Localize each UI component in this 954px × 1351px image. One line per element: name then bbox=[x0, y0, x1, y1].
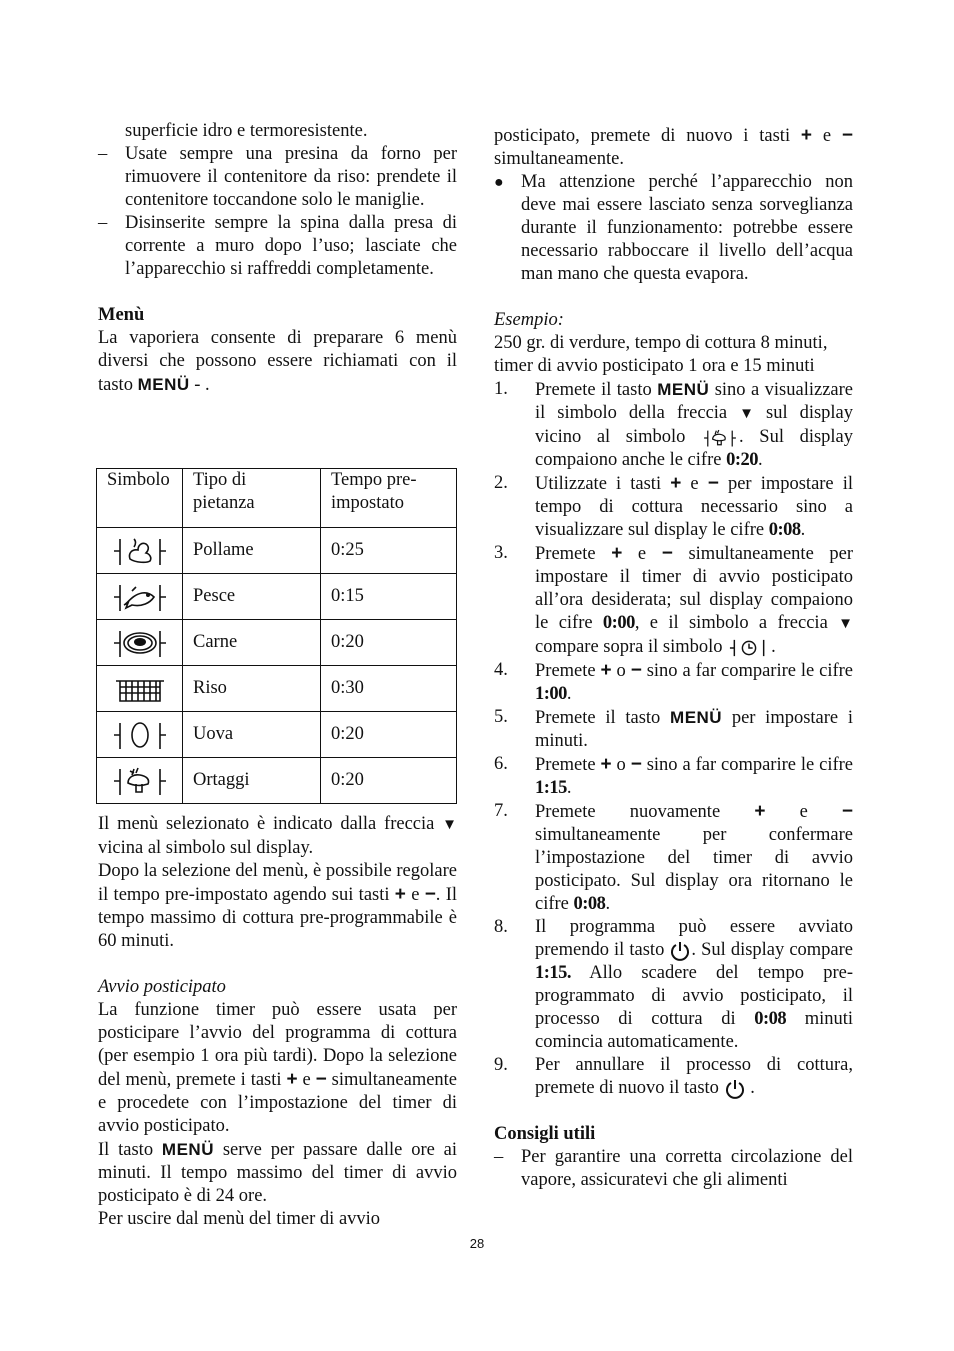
after-table-text bbox=[98, 813, 457, 860]
list-item-text: Usate sempre una presina da forno per rimuovere il contenitore da riso: prendete il contenitore toccandone solo le maniglie. bbox=[125, 144, 457, 210]
header-type: Tipo di pietanza bbox=[183, 469, 321, 528]
menu-key-label: MENÜ bbox=[657, 380, 710, 399]
table-cell-type: Uova bbox=[183, 712, 321, 758]
list-item bbox=[494, 171, 853, 286]
table-cell-type: Pollame bbox=[183, 528, 321, 574]
period: . bbox=[605, 894, 611, 914]
delay-text-3: Il tasto bbox=[98, 1140, 154, 1160]
step-text: per impostare il tempo di cottura necessario sino a visualizzare sul display le cifre bbox=[535, 474, 854, 540]
table-cell-type: Ortaggi bbox=[183, 758, 321, 804]
tips-heading: Consigli utili bbox=[494, 1124, 596, 1144]
arrow-down-icon: ▼ bbox=[838, 616, 853, 632]
conj: e bbox=[799, 802, 808, 822]
table-cell-time: 0:15 bbox=[321, 574, 457, 620]
table-row bbox=[97, 574, 457, 620]
plus-key-icon: + bbox=[600, 660, 612, 681]
right-column bbox=[494, 124, 853, 1192]
list-item-text: Disinserite sempre la spina dalla presa di corrente a muro dopo l’uso; lasciate che l’apparecchio si raffreddi completamente. bbox=[125, 213, 457, 279]
table-cell-time: 0:30 bbox=[321, 666, 457, 712]
step-text: , e il simbolo a freccia bbox=[634, 613, 828, 633]
table-cell-type: Carne bbox=[183, 620, 321, 666]
continued-line: superficie idro e termoresistente. bbox=[125, 121, 368, 141]
step-text: compare sopra il simbolo bbox=[535, 637, 723, 657]
step-text: Utilizzate i tasti bbox=[535, 474, 662, 494]
step-number: 8. bbox=[494, 917, 508, 937]
plus-key-icon: + bbox=[754, 801, 766, 822]
menu-intro bbox=[98, 327, 457, 397]
chicken-icon bbox=[97, 528, 183, 574]
display-digits: 0:00 bbox=[602, 613, 635, 633]
plus-key-icon: + bbox=[600, 754, 612, 775]
page-number: 28 bbox=[469, 1236, 485, 1251]
power-icon bbox=[724, 1078, 746, 1100]
left-column bbox=[98, 120, 457, 397]
list-item bbox=[98, 143, 457, 212]
step-item bbox=[494, 753, 853, 800]
delay-paragraph-1 bbox=[98, 999, 457, 1138]
table-header-row bbox=[97, 469, 457, 528]
period: . bbox=[566, 778, 572, 798]
step-text: Allo scadere del tempo pre-programmato di avvio posticipato, il processo di cottura di bbox=[535, 963, 853, 1029]
delay-timer-icon bbox=[727, 637, 771, 659]
table-cell-time: 0:25 bbox=[321, 528, 457, 574]
period: . bbox=[566, 684, 572, 704]
step-number: 7. bbox=[494, 801, 508, 821]
table-row bbox=[97, 666, 457, 712]
delay-text-4: serve per passare dalle ore ai minuti. Il tempo massimo del timer di avvio posticipato è di 24 ore. bbox=[98, 1140, 458, 1206]
minus-key-icon: − bbox=[707, 473, 719, 494]
conj: o bbox=[616, 661, 626, 681]
minus-key-icon: − bbox=[661, 543, 673, 564]
minus-key-icon: − bbox=[841, 801, 854, 822]
dash-marker: – bbox=[98, 144, 108, 164]
step-number: 9. bbox=[494, 1055, 508, 1075]
table-cell-type: Pesce bbox=[183, 574, 321, 620]
step-text: sino a far comparire le cifre bbox=[646, 661, 854, 681]
step-text: sino a far comparire le cifre bbox=[646, 755, 854, 775]
table-row bbox=[97, 712, 457, 758]
table-row bbox=[97, 620, 457, 666]
list-item-text: Per garantire una corretta circolazione del vapore, assicuratevi che gli alimenti bbox=[521, 1147, 853, 1190]
step-number: 3. bbox=[494, 543, 508, 563]
display-digits: 0:20 bbox=[726, 450, 758, 470]
arrow-down-icon: ▼ bbox=[442, 817, 457, 833]
step-text: Premete il tasto bbox=[535, 708, 661, 728]
menu-heading: Menù bbox=[98, 305, 145, 325]
table-cell-time: 0:20 bbox=[321, 758, 457, 804]
header-time: Tempo pre-impostato bbox=[321, 469, 457, 528]
display-digits: 1:15. bbox=[535, 963, 572, 983]
left-column-lower bbox=[98, 813, 457, 1231]
period: . bbox=[771, 637, 776, 657]
delay-heading: Avvio posticipato bbox=[98, 977, 226, 997]
minus-key-icon: − bbox=[630, 754, 642, 775]
conj: e bbox=[690, 474, 699, 494]
rice-basket-icon bbox=[97, 666, 183, 712]
display-digits: 0:08 bbox=[573, 894, 606, 914]
plus-key-icon: + bbox=[394, 884, 406, 905]
step-text: per impostare i minuti. bbox=[535, 708, 854, 751]
step-item bbox=[494, 800, 853, 916]
period: . bbox=[758, 450, 763, 470]
display-digits: 0:08 bbox=[754, 1009, 787, 1029]
step-item bbox=[494, 1054, 853, 1100]
vegetables-icon bbox=[701, 427, 739, 449]
after-table-text-2: vicina al simbolo sul display. bbox=[98, 838, 314, 858]
conj: e bbox=[411, 885, 420, 905]
delay-text-1: La funzione timer può essere usata per posticipare l’avvio del programma di cottura (per esempio 1 ora più tardi). Dopo la selezione del menù, premete i tasti bbox=[98, 1000, 457, 1090]
menu-intro-text: La vaporiera consente di preparare 6 menù diversi che possono essere richiamati con il tasto bbox=[98, 328, 457, 395]
adjust-text bbox=[98, 860, 457, 953]
adjust-text-1: Dopo la selezione del menù, è possibile regolare il tempo pre-impostato agendo sui tasti bbox=[98, 861, 457, 905]
step-item bbox=[494, 378, 853, 472]
conj: e bbox=[637, 544, 647, 564]
meat-icon bbox=[97, 620, 183, 666]
menu-key-label: MENÜ bbox=[137, 375, 190, 394]
conj: o bbox=[616, 755, 626, 775]
menu-key-label: MENÜ bbox=[670, 708, 723, 727]
step-text: Premete nuovamente bbox=[535, 802, 721, 822]
bullet-dot-icon: ● bbox=[494, 174, 504, 191]
table-cell-time: 0:20 bbox=[321, 712, 457, 758]
step-text: Premete bbox=[535, 661, 596, 681]
cont-text-end: simultaneamente. bbox=[494, 149, 624, 169]
example-heading: Esempio: bbox=[494, 310, 564, 330]
continued-paragraph bbox=[494, 124, 853, 171]
arrow-down-icon: ▼ bbox=[739, 406, 754, 422]
delay-paragraph-2 bbox=[98, 1138, 457, 1208]
minus-key-icon: − bbox=[841, 125, 854, 146]
cont-text: posticipato, premete di nuovo i tasti bbox=[494, 126, 791, 146]
adjust-text-2: Il tempo massimo di cottura pre-programmabile è 60 minuti. bbox=[98, 885, 458, 951]
period: . bbox=[435, 885, 441, 905]
period: . bbox=[800, 520, 806, 540]
step-text: Il programma può essere avviato premendo il tasto bbox=[535, 917, 853, 960]
power-icon bbox=[669, 940, 691, 962]
plus-key-icon: + bbox=[611, 543, 623, 564]
step-item bbox=[494, 916, 853, 1054]
period: . bbox=[750, 1078, 755, 1098]
plus-key-icon: + bbox=[286, 1069, 298, 1090]
list-item-text: Ma attenzione perché l’apparecchio non deve mai essere lasciato senza sorveglianza durante il funzionamento: potrebbe essere necessario rabboccare il livello dell’acqua man mano che questa evapora. bbox=[521, 172, 853, 284]
display-digits: 1:00 bbox=[535, 684, 567, 704]
step-text: Per annullare il processo di cottura, premete di nuovo il tasto bbox=[535, 1055, 853, 1098]
fish-icon bbox=[97, 574, 183, 620]
example-intro: 250 gr. di verdure, tempo di cottura 8 minuti, timer di avvio posticipato 1 ora e 15 minuti bbox=[494, 333, 828, 376]
table-row bbox=[97, 528, 457, 574]
display-digits: 0:08 bbox=[768, 520, 801, 540]
step-text: simultaneamente per confermare l’impostazione del timer di avvio posticipato. Sul display ora ritornano le cifre bbox=[535, 825, 853, 914]
step-number: 4. bbox=[494, 660, 508, 680]
table-cell-time: 0:20 bbox=[321, 620, 457, 666]
minus-key-icon: − bbox=[424, 884, 436, 905]
plus-key-icon: + bbox=[670, 473, 682, 494]
step-text: sul display vicino al simbolo bbox=[535, 403, 854, 447]
step-item bbox=[494, 472, 853, 542]
step-text: Premete bbox=[535, 755, 596, 775]
step-text: Premete il tasto bbox=[535, 380, 652, 400]
header-symbol: Simbolo bbox=[97, 469, 183, 528]
list-item bbox=[98, 212, 457, 281]
egg-icon bbox=[97, 712, 183, 758]
step-item bbox=[494, 659, 853, 706]
step-number: 2. bbox=[494, 473, 508, 493]
conj: e bbox=[302, 1070, 311, 1090]
display-digits: 1:15 bbox=[535, 778, 567, 798]
step-text: Premete bbox=[535, 544, 596, 564]
step-text: simultaneamente per impostare il timer di avvio posticipato all’ora desiderata; sul display compaiono le cifre bbox=[535, 544, 853, 633]
step-item bbox=[494, 706, 853, 753]
plus-key-icon: + bbox=[800, 125, 813, 146]
minus-key-icon: − bbox=[315, 1069, 327, 1090]
menu-table bbox=[96, 468, 457, 804]
delay-text-2: simultaneamente e procedete con l’impostazione del timer di avvio posticipato. bbox=[98, 1070, 458, 1136]
list-item bbox=[494, 1146, 853, 1192]
table-row bbox=[97, 758, 457, 804]
vegetables-icon bbox=[97, 758, 183, 804]
menu-intro-end: - . bbox=[189, 375, 210, 395]
conj: e bbox=[822, 126, 832, 146]
after-table-text-1: Il menù selezionato è indicato dalla freccia bbox=[98, 814, 435, 834]
dash-marker: – bbox=[494, 1147, 504, 1167]
step-number: 6. bbox=[494, 754, 508, 774]
step-text: minuti comincia automaticamente. bbox=[535, 1009, 853, 1052]
delay-paragraph-3: Per uscire dal menù del timer di avvio bbox=[98, 1209, 381, 1229]
table-cell-type: Riso bbox=[183, 666, 321, 712]
minus-key-icon: − bbox=[630, 660, 642, 681]
step-item bbox=[494, 542, 853, 659]
menu-key-label: MENÜ bbox=[161, 1140, 214, 1159]
step-text: sino a visualizzare il simbolo della freccia bbox=[535, 380, 853, 423]
dash-marker: – bbox=[98, 213, 108, 233]
step-number: 5. bbox=[494, 707, 508, 727]
step-text: . Sul display compaiono anche le cifre bbox=[535, 427, 854, 470]
step-number: 1. bbox=[494, 379, 508, 399]
step-text: . Sul display compare bbox=[691, 940, 853, 960]
